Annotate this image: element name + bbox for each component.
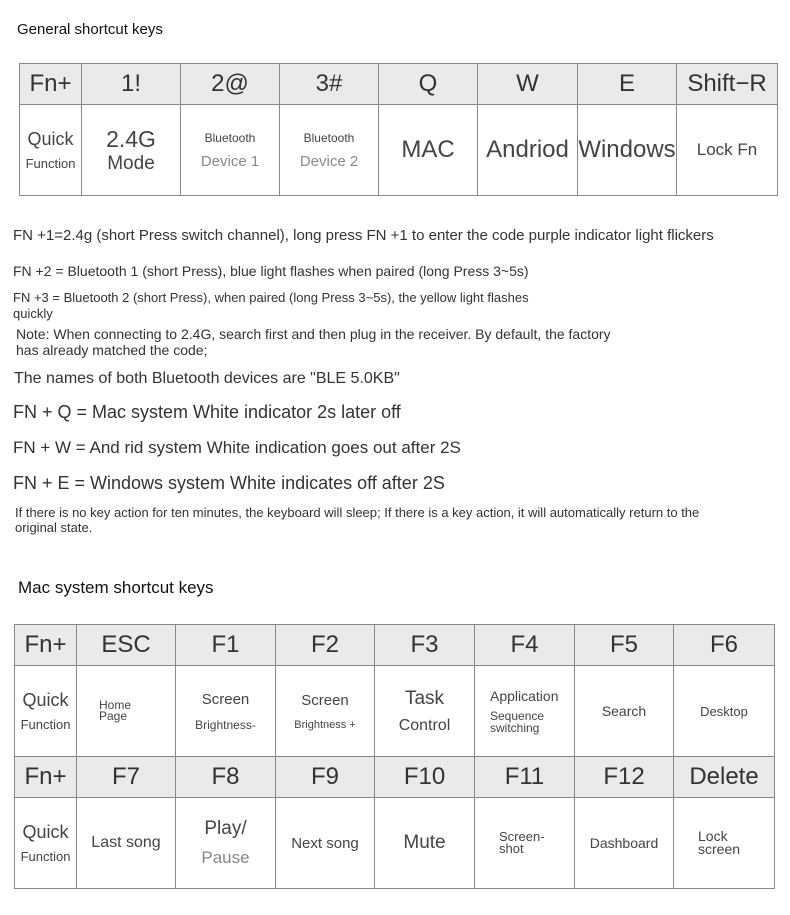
header-cell: F8 xyxy=(176,757,276,798)
function-cell: Home Page xyxy=(77,666,176,757)
function-cell: Screen Brightness- xyxy=(176,666,276,757)
header-cell: E xyxy=(578,64,677,105)
note-fn-e: FN + E = Windows system White indicates off after 2S xyxy=(13,473,445,493)
general-header-row xyxy=(20,64,778,105)
note-fn-w: FN + W = And rid system White indication goes out after 2S xyxy=(13,438,461,457)
function-cell: Play/ Pause xyxy=(176,798,276,889)
function-cell: Next song xyxy=(276,798,375,889)
function-cell: Last song xyxy=(77,798,176,889)
note-bluetooth-names: The names of both Bluetooth devices are "BLE 5.0KB" xyxy=(14,370,400,387)
header-cell: 3# xyxy=(280,64,379,105)
function-cell: Bluetooth Device 1 xyxy=(181,105,280,196)
quick-function-label: Quick Function xyxy=(15,798,77,889)
function-cell: Search xyxy=(575,666,674,757)
header-cell: F7 xyxy=(77,757,176,798)
mac-header-row xyxy=(15,625,775,666)
function-cell: Andriod xyxy=(478,105,578,196)
note-sleep-cont: original state. xyxy=(15,520,93,535)
header-cell: Fn+ xyxy=(15,625,77,666)
quick-function-label: Quick Function xyxy=(20,105,82,196)
function-cell: Screen- shot xyxy=(475,798,575,889)
function-cell: Windows xyxy=(578,105,677,196)
header-cell: F11 xyxy=(475,757,575,798)
note-connect: Note: When connecting to 2.4G, search first and then plug in the receiver. By default, the factory xyxy=(16,326,611,342)
mac-function-row-2 xyxy=(15,798,775,889)
header-cell: F6 xyxy=(674,625,775,666)
function-cell: Task Control xyxy=(375,666,475,757)
header-cell: F2 xyxy=(276,625,375,666)
header-cell: Fn+ xyxy=(15,757,77,798)
header-cell: Shift−R xyxy=(677,64,778,105)
header-cell: 1! xyxy=(82,64,181,105)
note-fn1: FN +1=2.4g (short Press switch channel), long press FN +1 to enter the code purple indicator light flickers xyxy=(13,227,714,244)
function-cell: Desktop xyxy=(674,666,775,757)
function-cell: Dashboard xyxy=(575,798,674,889)
function-cell: Screen Brightness + xyxy=(276,666,375,757)
function-cell: Bluetooth Device 2 xyxy=(280,105,379,196)
general-function-row xyxy=(20,105,778,196)
header-cell: F9 xyxy=(276,757,375,798)
mac-heading: Mac system shortcut keys xyxy=(18,578,214,597)
note-fn3: FN +3 = Bluetooth 2 (short Press), when paired (long Press 3~5s), the yellow light flashes xyxy=(13,290,529,305)
function-cell: Mute xyxy=(375,798,475,889)
quick-function-label: Quick Function xyxy=(15,666,77,757)
header-cell: F4 xyxy=(475,625,575,666)
function-cell: Lock screen xyxy=(674,798,775,889)
note-connect-cont: has already matched the code; xyxy=(16,342,208,358)
function-cell: MAC xyxy=(379,105,478,196)
header-cell: W xyxy=(478,64,578,105)
function-cell: 2.4G Mode xyxy=(82,105,181,196)
header-cell: 2@ xyxy=(181,64,280,105)
header-cell: Delete xyxy=(674,757,775,798)
note-sleep: If there is no key action for ten minutes, the keyboard will sleep; If there is a key action, it will automatically return to the xyxy=(15,505,700,520)
header-cell: F12 xyxy=(575,757,674,798)
function-cell: Lock Fn xyxy=(677,105,778,196)
function-cell: Application Sequence switching xyxy=(475,666,575,757)
mac-shortcut-table xyxy=(14,624,775,889)
header-cell: F10 xyxy=(375,757,475,798)
header-cell: F5 xyxy=(575,625,674,666)
note-fn3-cont: quickly xyxy=(13,306,53,321)
header-cell: F3 xyxy=(375,625,475,666)
general-shortcut-table xyxy=(19,63,778,196)
mac-function-row xyxy=(15,666,775,757)
header-cell: Q xyxy=(379,64,478,105)
note-fn2: FN +2 = Bluetooth 1 (short Press), blue light flashes when paired (long Press 3~5s) xyxy=(13,263,529,279)
general-heading: General shortcut keys xyxy=(17,21,163,38)
header-cell: F1 xyxy=(176,625,276,666)
header-cell: ESC xyxy=(77,625,176,666)
mac-header-row-2 xyxy=(15,757,775,798)
header-cell: Fn+ xyxy=(20,64,82,105)
note-fn-q: FN + Q = Mac system White indicator 2s later off xyxy=(13,402,401,422)
